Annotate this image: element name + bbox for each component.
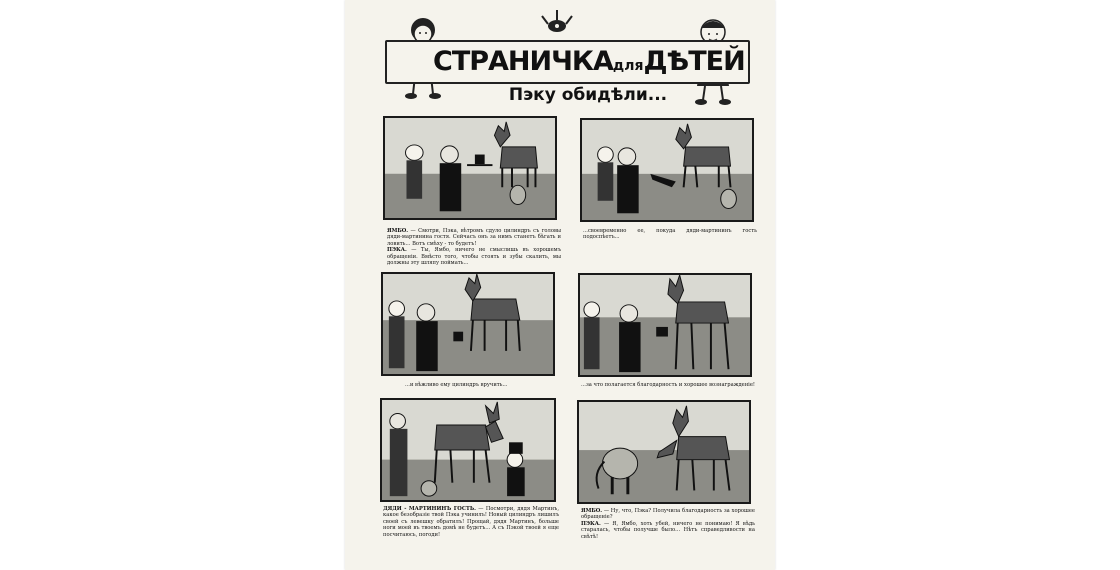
- caption-2: [583, 228, 757, 241]
- comic-page: [345, 0, 775, 570]
- caption-4-text: ...за что полагается благодарность и хорошее вознагражденіе!: [581, 382, 755, 388]
- caption-6: [581, 508, 755, 540]
- caption-5: [383, 506, 559, 538]
- panel-2-drawing: [582, 120, 752, 220]
- comic-panel-3: [381, 272, 555, 376]
- caption-4: [581, 382, 761, 388]
- comic-panel-4: [578, 273, 752, 377]
- comic-panel-6: [577, 400, 751, 504]
- caption-5-text: — Посмотри, дядя Мартинъ, какое безобразіе твой Пэка учинилъ! Новый цилиндръ лишилъ своей съ левешку обратилъ! Прощай, дядя Мартинъ, больше ноги моей въ твоемъ домѣ не будетъ... А съ Пэкой твоей я еще посчитаюсь, погоди!: [383, 506, 559, 538]
- panel-4-drawing: [580, 275, 750, 375]
- panel-3-drawing: [383, 274, 553, 374]
- comic-panel-1: [383, 116, 557, 220]
- caption-6-speaker-1: ЯМБО.: [581, 508, 603, 514]
- story-title: Пэку обидѣли...: [508, 85, 668, 105]
- caption-1-speaker-1: ЯМБО.: [387, 228, 409, 234]
- caption-2-text: ...своевременно ее, покуда дяди-мартининъ гость подоспѣетъ...: [583, 228, 757, 241]
- caption-1-text-1: — Смотри, Пэка, вѣтромъ сдуло цилиндръ съ головы дяди-мартинина гостя. Сейчасъ онъ за нимъ станетъ бѣгать и ловить... Вотъ смѣху - то будетъ!: [387, 228, 562, 247]
- panel-6-drawing: [579, 402, 749, 502]
- caption-3: [405, 382, 555, 388]
- page-title: [433, 40, 745, 88]
- caption-3-text: ...и вѣжливо ему цилиндръ вручить...: [405, 382, 508, 388]
- bird-ornament-illustration: [540, 6, 574, 40]
- panel-5-drawing: [382, 400, 554, 500]
- caption-1-speaker-2: ПЭКА.: [387, 247, 407, 254]
- caption-5-speaker: ДЯДИ - МАРТИНИНЪ ГОСТЬ.: [383, 506, 476, 512]
- comic-panel-5: [380, 398, 556, 502]
- caption-6-speaker-2: ПЭКА.: [581, 520, 601, 527]
- caption-1-text-2: — Ты, Ямбо, ничего не смыслишь въ хорошемъ обращеніи. Вмѣсто того, чтобы стоять и зубы скалить, мы должны эту шляпу поймать...: [387, 247, 561, 267]
- comic-panel-2: [580, 118, 754, 222]
- title-small-word: для: [612, 58, 644, 74]
- caption-6-text-1: — Ну, что, Пэка? Получила благодарность за хорошее обращеніе?: [581, 508, 755, 521]
- title-part-1: СТРАНИЧКА: [433, 46, 613, 77]
- caption-6-text-2: — Я, Ямбо, хоть убей, ничего не понимаю! Я вѣдь старалась, чтобы получше было... Нѣтъ справедливости на свѣтѣ!: [581, 520, 755, 540]
- caption-1: [387, 228, 561, 266]
- panel-1-drawing: [385, 118, 555, 218]
- title-part-2: ДѢТЕЙ: [643, 46, 745, 77]
